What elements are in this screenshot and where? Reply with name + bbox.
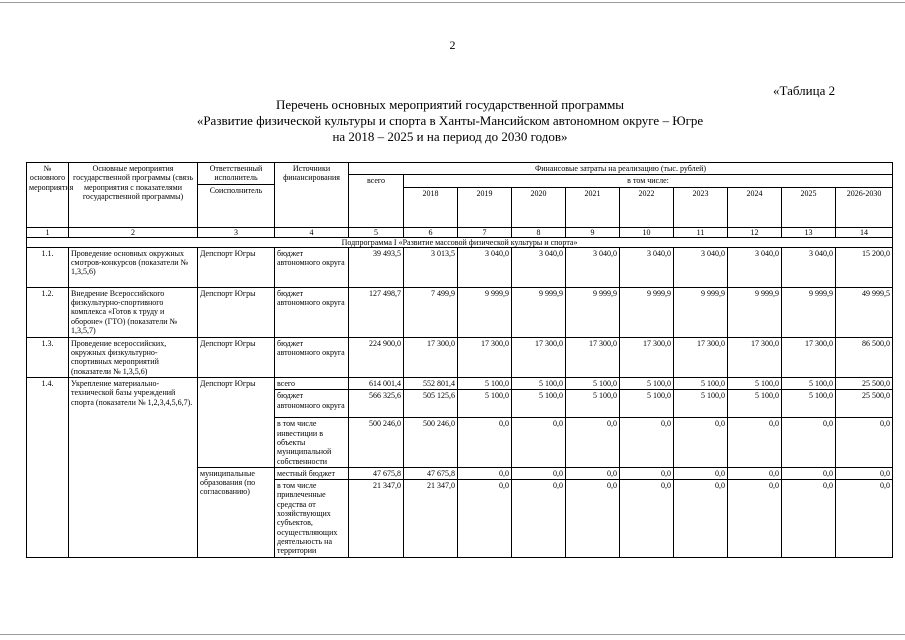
scan-edge-top <box>0 2 905 3</box>
executor: муниципальные образования (по согласованию) <box>198 467 275 557</box>
funding-source: бюджет автономного округа <box>275 390 349 418</box>
amount-cell: 0,0 <box>836 480 893 557</box>
amount-cell: 0,0 <box>458 467 512 479</box>
column-number: 7 <box>458 227 512 237</box>
executor: Депспорт Югры <box>198 247 275 287</box>
header-year: 2020 <box>512 187 566 227</box>
amount-cell: 0,0 <box>566 467 620 479</box>
page-number: 2 <box>449 38 456 52</box>
row-number: 1.1. <box>27 247 69 287</box>
column-number: 4 <box>275 227 349 237</box>
document-title <box>145 97 755 145</box>
column-number: 10 <box>620 227 674 237</box>
amount-cell: 224 900,0 <box>349 337 404 377</box>
subprogram-title: Подпрограмма I «Развитие массовой физической культуры и спорта» <box>27 237 893 247</box>
amount-cell: 47 675,8 <box>404 467 458 479</box>
table-row <box>27 287 893 337</box>
subprogram-row <box>27 237 893 247</box>
amount-cell: 9 999,9 <box>782 287 836 337</box>
amount-cell: 0,0 <box>512 467 566 479</box>
header-year: 2025 <box>782 187 836 227</box>
amount-cell: 5 100,0 <box>512 390 566 418</box>
funding-source: бюджет автономного округа <box>275 247 349 287</box>
amount-cell: 9 999,9 <box>728 287 782 337</box>
amount-cell: 505 125,6 <box>404 390 458 418</box>
header-activity: Основные мероприятия государственной программы (связь мероприятия с показателями государственной программы) <box>69 163 198 228</box>
amount-cell: 3 040,0 <box>782 247 836 287</box>
amount-cell: 5 100,0 <box>458 378 512 390</box>
column-number: 11 <box>674 227 728 237</box>
column-number: 12 <box>728 227 782 237</box>
amount-cell: 17 300,0 <box>404 337 458 377</box>
column-number: 6 <box>404 227 458 237</box>
amount-cell: 25 500,0 <box>836 378 893 390</box>
amount-cell: 9 999,9 <box>458 287 512 337</box>
amount-cell: 3 040,0 <box>674 247 728 287</box>
funding-source: бюджет автономного округа <box>275 287 349 337</box>
amount-cell: 5 100,0 <box>782 378 836 390</box>
amount-cell: 614 001,4 <box>349 378 404 390</box>
amount-cell: 5 100,0 <box>566 390 620 418</box>
amount-cell: 5 100,0 <box>728 378 782 390</box>
executor: Депспорт Югры <box>198 337 275 377</box>
amount-cell: 0,0 <box>836 418 893 467</box>
funding-source: в том числе инвестиции в объекты муниципальной собственности <box>275 418 349 467</box>
table-row <box>27 337 893 377</box>
amount-cell: 0,0 <box>728 467 782 479</box>
amount-cell: 7 499,9 <box>404 287 458 337</box>
amount-cell: 0,0 <box>728 480 782 557</box>
amount-cell: 0,0 <box>782 480 836 557</box>
amount-cell: 0,0 <box>728 418 782 467</box>
table-reference: «Таблица 2 <box>773 83 836 98</box>
amount-cell: 0,0 <box>566 418 620 467</box>
activity-name: Укрепление материально-технической базы учреждений спорта (показатели № 1,2,3,4,5,6,7). <box>69 378 198 557</box>
amount-cell: 0,0 <box>458 418 512 467</box>
amount-cell: 0,0 <box>620 467 674 479</box>
title-line: «Развитие физической культуры и спорта в Ханты-Мансийском автономном округе – Югре <box>196 113 704 128</box>
amount-cell: 49 999,5 <box>836 287 893 337</box>
funding-source: бюджет автономного округа <box>275 337 349 377</box>
header-including: в том числе: <box>404 175 893 187</box>
amount-cell: 21 347,0 <box>404 480 458 557</box>
amount-cell: 17 300,0 <box>458 337 512 377</box>
title-line: Перечень основных мероприятий государственной программы <box>275 97 625 112</box>
column-numbers-row <box>27 227 893 237</box>
amount-cell: 17 300,0 <box>566 337 620 377</box>
amount-cell: 0,0 <box>620 480 674 557</box>
amount-cell: 17 300,0 <box>782 337 836 377</box>
column-number: 1 <box>27 227 69 237</box>
column-number: 3 <box>198 227 275 237</box>
amount-cell: 3 040,0 <box>512 247 566 287</box>
activities-table <box>26 162 893 558</box>
funding-source: всего <box>275 378 349 390</box>
header-num: № основного мероприятия <box>27 163 69 228</box>
header-total: всего <box>349 175 404 227</box>
row-number: 1.2. <box>27 287 69 337</box>
amount-cell: 17 300,0 <box>728 337 782 377</box>
executor: Депспорт Югры <box>198 287 275 337</box>
amount-cell: 500 246,0 <box>404 418 458 467</box>
amount-cell: 5 100,0 <box>674 378 728 390</box>
amount-cell: 3 040,0 <box>566 247 620 287</box>
amount-cell: 17 300,0 <box>674 337 728 377</box>
header-finance: Финансовые затраты на реализацию (тыс. рублей) <box>349 163 893 175</box>
amount-cell: 0,0 <box>782 418 836 467</box>
amount-cell: 0,0 <box>512 480 566 557</box>
activity-name: Проведение всероссийских, окружных физкультурно-спортивных мероприятий (показатели № 1,3,5,6) <box>69 337 198 377</box>
header-year: 2018 <box>404 187 458 227</box>
amount-cell: 3 040,0 <box>620 247 674 287</box>
amount-cell: 5 100,0 <box>566 378 620 390</box>
amount-cell: 5 100,0 <box>512 378 566 390</box>
header-year: 2021 <box>566 187 620 227</box>
amount-cell: 5 100,0 <box>458 390 512 418</box>
activity-name: Проведение основных окружных смотров-конкурсов (показатели № 1,3,5,6) <box>69 247 198 287</box>
amount-cell: 5 100,0 <box>620 390 674 418</box>
amount-cell: 0,0 <box>566 480 620 557</box>
amount-cell: 0,0 <box>674 467 728 479</box>
scan-edge-bottom <box>0 634 905 635</box>
amount-cell: 0,0 <box>512 418 566 467</box>
table-row <box>27 378 893 390</box>
amount-cell: 5 100,0 <box>620 378 674 390</box>
column-number: 2 <box>69 227 198 237</box>
column-number: 5 <box>349 227 404 237</box>
column-number: 8 <box>512 227 566 237</box>
amount-cell: 25 500,0 <box>836 390 893 418</box>
table-row <box>27 247 893 287</box>
funding-source: в том числе привлеченные средства от хозяйствующих субъектов, осуществляющих деятельность на территории <box>275 480 349 557</box>
amount-cell: 15 200,0 <box>836 247 893 287</box>
amount-cell: 566 325,6 <box>349 390 404 418</box>
amount-cell: 0,0 <box>458 480 512 557</box>
amount-cell: 3 013,5 <box>404 247 458 287</box>
amount-cell: 3 040,0 <box>728 247 782 287</box>
header-year: 2022 <box>620 187 674 227</box>
header-year: 2019 <box>458 187 512 227</box>
header-row <box>27 163 893 175</box>
amount-cell: 9 999,9 <box>620 287 674 337</box>
amount-cell: 17 300,0 <box>620 337 674 377</box>
header-source: Источники финансирования <box>275 163 349 228</box>
amount-cell: 0,0 <box>674 418 728 467</box>
header-co-executor-label: Соисполнитель <box>209 185 263 195</box>
amount-cell: 500 246,0 <box>349 418 404 467</box>
title-line: на 2018 – 2025 и на период до 2030 годов» <box>332 129 568 144</box>
amount-cell: 9 999,9 <box>566 287 620 337</box>
column-number: 14 <box>836 227 893 237</box>
amount-cell: 0,0 <box>674 480 728 557</box>
amount-cell: 3 040,0 <box>458 247 512 287</box>
header-executor-label: Ответственный исполнитель <box>198 163 274 185</box>
amount-cell: 9 999,9 <box>674 287 728 337</box>
header-year: 2023 <box>674 187 728 227</box>
header-executor <box>198 163 275 228</box>
column-number: 13 <box>782 227 836 237</box>
amount-cell: 0,0 <box>836 467 893 479</box>
header-year: 2026-2030 <box>836 187 893 227</box>
row-number: 1.4. <box>27 378 69 557</box>
amount-cell: 0,0 <box>782 467 836 479</box>
amount-cell: 21 347,0 <box>349 480 404 557</box>
amount-cell: 5 100,0 <box>728 390 782 418</box>
amount-cell: 47 675,8 <box>349 467 404 479</box>
column-number: 9 <box>566 227 620 237</box>
amount-cell: 9 999,9 <box>512 287 566 337</box>
amount-cell: 39 493,5 <box>349 247 404 287</box>
amount-cell: 17 300,0 <box>512 337 566 377</box>
activity-name: Внедрение Всероссийского физкультурно-спортивного комплекса «Готов к труду и обороне» (ГТО) (показатели № 1,3,5,7) <box>69 287 198 337</box>
amount-cell: 86 500,0 <box>836 337 893 377</box>
amount-cell: 552 801,4 <box>404 378 458 390</box>
executor: Депспорт Югры <box>198 378 275 468</box>
amount-cell: 127 498,7 <box>349 287 404 337</box>
amount-cell: 5 100,0 <box>782 390 836 418</box>
amount-cell: 5 100,0 <box>674 390 728 418</box>
funding-source: местный бюджет <box>275 467 349 479</box>
row-number: 1.3. <box>27 337 69 377</box>
header-year: 2024 <box>728 187 782 227</box>
amount-cell: 0,0 <box>620 418 674 467</box>
